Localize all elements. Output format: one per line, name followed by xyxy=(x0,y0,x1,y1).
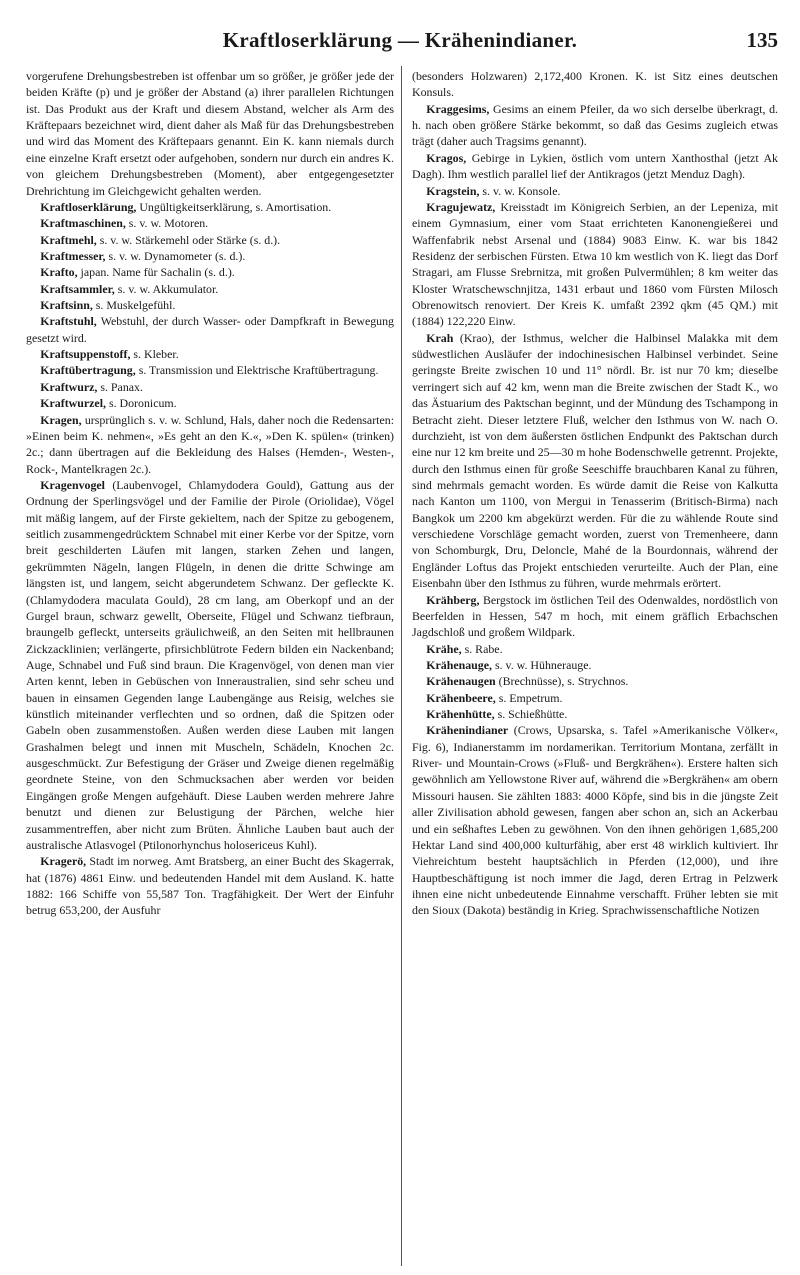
dictionary-entry xyxy=(26,264,394,280)
entry-headword: Kraftwurzel, xyxy=(40,396,106,411)
entry-text: Webstuhl, der durch Wasser- oder Dampfkraft in Bewegung gesetzt wird. xyxy=(26,314,394,345)
dictionary-entry xyxy=(412,722,778,918)
entry-text: s. Transmission und Elektrische Kraftübertragung. xyxy=(135,363,379,378)
entry-text: s. Empetrum. xyxy=(495,690,563,705)
dictionary-entry xyxy=(412,68,778,101)
dictionary-entry xyxy=(26,379,394,395)
entry-headword: Kragstein, xyxy=(426,183,480,198)
entry-headword: Kragen, xyxy=(40,412,82,427)
entry-headword: Krähe, xyxy=(426,641,462,656)
dictionary-entry xyxy=(26,199,394,215)
dictionary-entry xyxy=(26,68,394,199)
entry-headword: Krähenauge, xyxy=(426,657,492,672)
entry-text: (Krao), der Isthmus, welcher die Halbinsel Malakka mit dem südwestlichen Ausläufer der indochinesischen Halbinsel verbindet. Seine geringste Breite zwischen 10 und 11° nördl. Br. ist nur 70 km; dieselbe verringert sich auf 42 km, wenn man die Breite zwischen der Stadt K., wo das Ästuarium des Paktschan beginnt, und der Mündung des Tschampong in Betracht zieht. Dieser letztere Fluß, welcher den Isthmus von W. nach O. durchzieht, ist von dem äußersten östlichen Endpunkt des Paktschan durch eine nur 12 km breite und 25—30 m hohe Bodenschwelle getrennt. Projekte, durch den Isthmus einen für große Seeschiffe brauchbaren Kanal zu führen, sind mehrmals gemacht worden. Es würde damit die Reise von Kalkutta nach Kanton um 1100, von Mergui in Tenasserim (Britisch-Birma) nach Bangkok um 2200 km abgekürzt werden. Für die zu wählende Route sind verschiedene Vorschläge gemacht worden, zuerst von Tremenheere, dann von Schomburgk, Dru, Deloncle, Mahé de la Bourdonnais, während der Engländer Loftus das Projekt entschieden verurteilte. Auch der Plan, eine Eisenbahn über den Isthmus zu führen, wurde mehrmals erörtert. xyxy=(412,330,778,591)
dictionary-entry xyxy=(26,232,394,248)
entry-text: vorgerufene Drehungsbestreben ist offenbar um so größer, je größer jede der beiden Kräfte (p) und je größer der Abstand (a) ihrer parallelen Richtungen ist. Das Produkt aus der Kraft und diesem Abstand, welcher als Arm des Kräftepaars bezeichnet wird, dient daher als Maß für das Drehungsbestreben und wird das Moment des Kräftepaars genannt. Ein K. kann niemals durch eine einzelne Kraft ersetzt oder aufgehoben, sondern nur durch ein andres K. von gleichem Drehungsbestreben (Moment), aber entgegengesetzter Drehrichtung im Gleichgewicht gehalten werden. xyxy=(26,69,394,198)
dictionary-entry xyxy=(412,592,778,641)
entry-text: Stadt im norweg. Amt Bratsberg, an einer Bucht des Skagerrak, hat (1876) 4861 Einw. und bedeutenden Handel mit dem Ausland. K. hatte 1882: 166 Schiffe von 55,587 Ton. Tragfähigkeit. Der Wert der Einfuhr betrug 653,200, der Ausfuhr xyxy=(26,854,394,918)
left-column xyxy=(26,68,394,1263)
entry-text: japan. Name für Sachalin (s. d.). xyxy=(77,265,235,280)
entry-headword: Kragenvogel xyxy=(40,477,105,492)
entry-text: s. Kleber. xyxy=(130,347,179,362)
entry-text: s. v. w. Dynamometer (s. d.). xyxy=(105,248,246,263)
dictionary-entry xyxy=(26,362,394,378)
dictionary-entry xyxy=(412,330,778,592)
entry-headword: Kraftstuhl, xyxy=(40,314,97,329)
dictionary-entry xyxy=(26,346,394,362)
entry-text: s. Schießhütte. xyxy=(494,707,568,722)
entry-headword: Krähenaugen xyxy=(426,674,496,689)
entry-text: Gesims an einem Pfeiler, da wo sich derselbe überkragt, d. h. nach oben größere Stärke bekommt, so daß das Gesims zugleich etwas trägt (daher auch Tragsims genannt). xyxy=(412,101,778,149)
dictionary-entry xyxy=(412,657,778,673)
page-header xyxy=(0,28,800,58)
dictionary-entry xyxy=(26,297,394,313)
dictionary-entry xyxy=(412,199,778,330)
dictionary-entry xyxy=(412,673,778,689)
dictionary-entry xyxy=(26,477,394,853)
dictionary-entry xyxy=(26,395,394,411)
entry-text: (Brechnüsse), s. Strychnos. xyxy=(495,674,629,689)
entry-text: Gebirge in Lykien, östlich vom untern Xanthosthal (jetzt Ak Dagh). Ihm westlich parallel lief der Antikragos (jetzt Menduz Dagh). xyxy=(412,150,778,182)
dictionary-entry xyxy=(26,248,394,264)
entry-headword: Kraggesims, xyxy=(426,101,490,116)
entry-headword: Kragos, xyxy=(426,150,467,165)
entry-headword: Krähenhütte, xyxy=(426,707,495,722)
dictionary-entry xyxy=(412,183,778,199)
entry-headword: Kraftloserklärung, xyxy=(40,199,137,214)
dictionary-entry xyxy=(26,853,394,918)
column-divider xyxy=(401,66,402,1266)
entry-text: s. v. w. Konsole. xyxy=(479,183,561,198)
entry-headword: Kraftsuppenstoff, xyxy=(40,347,131,362)
page-number: 135 xyxy=(746,28,778,52)
entry-headword: Kraftmehl, xyxy=(40,232,97,247)
dictionary-entry xyxy=(26,313,394,346)
entry-headword: Krähberg, xyxy=(426,592,480,607)
entry-text: (besonders Holzwaren) 2,172,400 Kronen. K. ist Sitz eines deutschen Konsuls. xyxy=(412,69,778,100)
entry-headword: Krähenindianer xyxy=(426,723,509,738)
dictionary-entry xyxy=(26,281,394,297)
dictionary-entry xyxy=(26,412,394,477)
entry-headword: Kraftmesser, xyxy=(40,248,106,263)
entry-headword: Krafto, xyxy=(40,265,78,280)
entry-text: Ungültigkeitserklärung, s. Amortisation. xyxy=(136,199,332,214)
entry-text: Kreisstadt im Königreich Serbien, an der Lepeniza, mit einem Gymnasium, einer vom Staat errichteten Kanonengießerei und Waffenfabrik nebst Arsenal und (1884) 9083 Einw. K. war bis 1842 Residenz der serbischen Fürsten. Etwa 10 km westlich von K. liegt das Dorf Stragari, am Flusse Srebrnitza, mit großen Pulvermühlen; 8 km weiter das Kloster Wratschewschnjitza, 1431 erbaut und 1860 vom Fürsten Milosch Obrenowitsch renoviert. Der Kreis K. umfaßt 2392 qkm (45 QM.) mit (1884) 122,220 Einw. xyxy=(412,199,778,329)
entry-headword: Kraftmaschinen, xyxy=(40,216,126,231)
dictionary-entry xyxy=(412,101,778,150)
entry-text: s. Muskelgefühl. xyxy=(92,298,176,313)
page-title: Kraftloserklärung — Krähenindianer. xyxy=(222,28,578,52)
entry-headword: Kraftsammler, xyxy=(40,281,115,296)
entry-headword: Kragerö, xyxy=(40,854,87,869)
entry-headword: Kraftübertragung, xyxy=(40,363,136,378)
dictionary-entry xyxy=(412,706,778,722)
entry-headword: Kraftsinn, xyxy=(40,298,93,313)
entry-headword: Kraftwurz, xyxy=(40,379,98,394)
entry-text: s. v. w. Motoren. xyxy=(125,216,209,231)
dictionary-entry xyxy=(26,215,394,231)
dictionary-entry xyxy=(412,150,778,183)
entry-text: s. v. w. Stärkemehl oder Stärke (s. d.). xyxy=(96,232,281,247)
entry-text: s. v. w. Hühnerauge. xyxy=(492,657,592,672)
entry-headword: Krah xyxy=(426,330,454,345)
entry-text: s. Doronicum. xyxy=(105,396,177,411)
entry-text: s. v. w. Akkumulator. xyxy=(114,281,219,296)
dictionary-entry xyxy=(412,690,778,706)
entry-text: (Laubenvogel, Chlamydodera Gould), Gattung aus der Ordnung der Sperlingsvögel und der Familie der Pirole (Oriolidae), Vögel mit mäßig langem, auf der Firste gekieltem, nach der Spitze zu gebogenem, seitlich zusammengedrücktem Schnabel mit einer Kerbe vor der Spitze, vorn breit geschilderten Läufen mit langen, starken Zehen und langen, gekrümmten Nägeln, langen Flügeln, in denen die dritte Schwinge am längsten ist, und langem, seicht abgerundetem Schwanz. Der gefleckte K. (Chlamydodera maculata Gould), 28 cm lang, am Oberkopf und an der Gurgel braun, schwarz gewellt, Oberseite, Flügel und Schwanz tiefbraun, braungelb gefleckt, unterseits gräulichweiß, an den Seiten mit hellbraunen Zickzacklinien; verlängerte, pfirsichblütrote Federn bilden ein Nackenband; Auge, Schnabel und Fuß sind braun. Die Kragenvögel, von denen man vier Arten kennt, leben in Gebüschen von Inneraustralien, sind sehr scheu und bauen in einsamen Gegenden lange Laubengänge aus Reisig, welches sie künstlich miteinander verflechten und so ordnen, daß die Spitzen oder Gabeln oben zusammenstoßen. Außen werden diese Lauben mit langen Grashalmen belegt und innen mit Muscheln, Schädeln, Knochen 2c. ausgeschmückt. Zur Befestigung der Gräser und Zweige dienen regelmäßig geordnete Steine, von den Schmucksachen aber werden vor beiden Eingängen große Mengen aufgehäuft. Diese Lauben werden mehrere Jahre benutzt und dienen zur Belustigung der Pärchen, welche hier zusammentreffen, aber nicht zum Brüten. Ähnliche Lauben baut auch der australische Atlasvogel (Ptilonorhynchus holosericeus Kuhl). xyxy=(26,477,394,852)
entry-headword: Kragujewatz, xyxy=(426,199,496,214)
entry-text: Bergstock im östlichen Teil des Odenwaldes, nordöstlich von Beerfelden in Hessen, 547 m hoch, mit einem gräflich Erbachschen Jagdschloß und großem Wildpark. xyxy=(412,592,778,640)
entry-text: ursprünglich s. v. w. Schlund, Hals, daher noch die Redensarten: »Einen beim K. nehmen«, »Es geht an den K.«, »Den K. spülen« (trinken) 2c.; dann übertragen auf die Bekleidung des Halses (Hemden-, Westen-, Rock-, Mantelkragen 2c.). xyxy=(26,412,394,476)
entry-text: s. Rabe. xyxy=(461,641,503,656)
dictionary-entry xyxy=(412,641,778,657)
right-column xyxy=(412,68,778,1263)
entry-text: (Crows, Upsarska, s. Tafel »Amerikanische Völker«, Fig. 6), Indianerstamm im nordamerikan. Territorium Montana, zerfällt in River- und Mountain-Crows (»Fluß- und Bergkrähen«). Erstere halten sich gewöhnlich am Yellowstone River auf, während die »Bergkrähen« am obern Missouri hausen. Sie zählten 1883: 4000 Köpfe, sind bis in die jüngste Zeit aller Zivilisation abhold gewesen, fangen aber schon an, sich an Ackerbau und ein seßhaftes Leben zu gewöhnen. Von den ihnen gehörigen 1,685,200 Hektar Land sind 400,000 kulturfähig, aber erst 48 wirklich kultiviert. Ihr Viehreichtum besteht hauptsächlich in Pferden (12,000), und ihre Hauptbeschäftigung ist noch immer die Jagd, deren Ertrag in Pelzwerk ihnen eine nicht unbedeutende Einnahme verschafft. Früher lebten sie mit den Sioux (Dakota) beständig in Krieg. Sprachwissenschaftliche Notizen xyxy=(412,723,778,918)
entry-headword: Krähenbeere, xyxy=(426,690,496,705)
entry-text: s. Panax. xyxy=(97,379,143,394)
